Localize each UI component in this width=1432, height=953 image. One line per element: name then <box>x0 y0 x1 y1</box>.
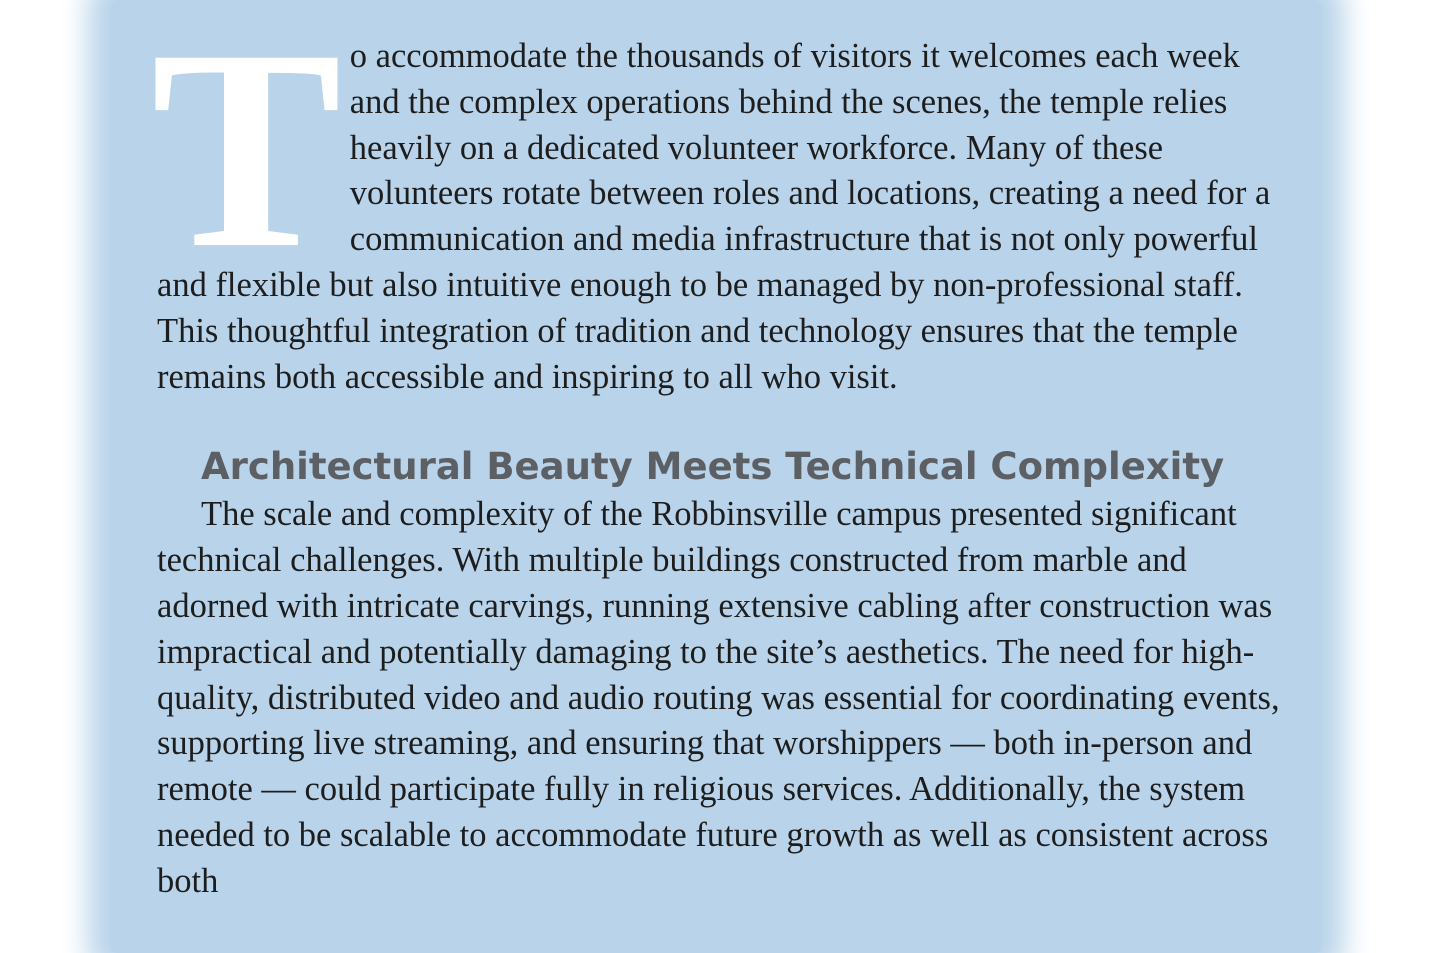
article-content <box>151 0 1282 905</box>
section-heading: Architectural Beauty Meets Technical Complexity <box>201 445 1225 489</box>
intro-text: o accommodate the thousands of visitors it welcomes each week and the complex operations behind the scenes, the temple relies heavily on a dedicated volunteer workforce. Many of these volunteers rotate between roles and locations, creating a need for a communication and media infrastructure that is not only powerful and flexible but also intuitive enough to be managed by non-professional staff. This thoughtful integration of tradition and technology ensures that the temple remains both accessible and inspiring to all who visit. <box>157 37 1271 396</box>
section-paragraph: The scale and complexity of the Robbinsville campus presented significant technical challenges. With multiple buildings constructed from marble and adorned with intricate carvings, running extensive cabling after construction was impractical and potentially damaging to the site’s aesthetics. The need for high-quality, distributed video and audio routing was essential for coordinating events, supporting live streaming, and ensuring that worshippers — both in-person and remote — could participate fully in religious services. Additionally, the system needed to be scalable to accommodate future growth as well as consistent across both <box>157 495 1280 900</box>
intro-paragraph <box>151 0 1282 400</box>
drop-cap: T <box>151 0 342 307</box>
